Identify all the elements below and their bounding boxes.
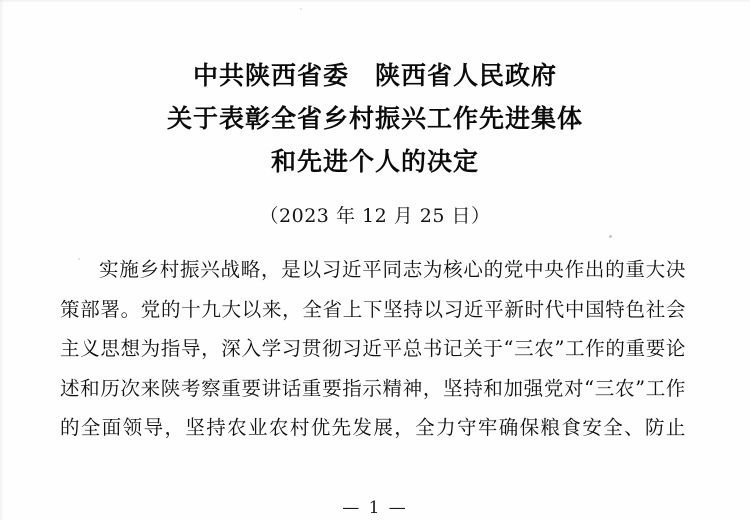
paper-speck [78, 258, 80, 260]
page-edge-shadow-top [0, 0, 750, 3]
title-line-2: 关于表彰全省乡村振兴工作先进集体 [166, 104, 583, 133]
title-line-1: 中共陕西省委 陕西省人民政府 [192, 61, 557, 90]
document-title [0, 0, 750, 183]
body-paragraph: 实施乡村振兴战略，是以习近平同志为核心的党中央作出的重大决策部署。党的十九大以来，全省上下坚持以习近平新时代中国特色社会主义思想为指导，深入学习贯彻习近平总书记关于“三农”工作的重要论述和历次来陕考察重要讲话重要指示精神，坚持和加强党对“三农”工作的全面领导，坚持农业农村优先发展，全力守牢确保粮食安全、防止 [60, 258, 686, 440]
paper-speck [609, 235, 612, 238]
document-date: （2023 年 12 月 25 日） [259, 205, 491, 227]
page-edge-shadow-left [0, 0, 4, 520]
paper-speck [300, 8, 302, 10]
document-body [0, 250, 750, 448]
title-line-3: 和先进个人的决定 [270, 147, 479, 176]
page-number: — 1 — [342, 498, 408, 518]
